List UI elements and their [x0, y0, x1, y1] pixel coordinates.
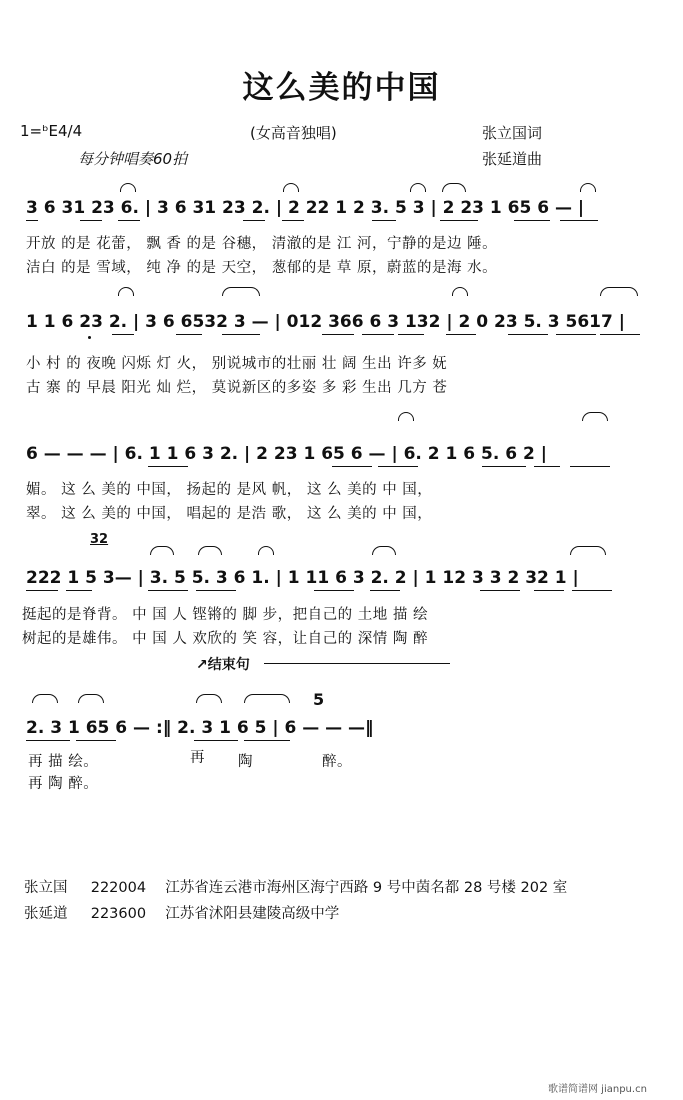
slur — [582, 412, 608, 421]
underline — [26, 740, 70, 741]
key-signature: 1=ᵇE4/4 — [20, 122, 83, 140]
slur — [570, 546, 606, 555]
notation-line: 2. 3 1 65 6 — :‖ 2. 3 1 6 5 | 6 — — —‖ — [26, 718, 374, 738]
contact-postcode: 222004 — [90, 880, 147, 896]
notation-line: 6 — — — | 6. 1 1 6 3 2. | 2 23 1 65 6 — | 6. 2 1 6 5. 6 2 | — [26, 444, 547, 464]
slur — [600, 287, 638, 296]
underline — [176, 334, 202, 335]
underline — [362, 334, 394, 335]
underline — [244, 740, 290, 741]
underline — [196, 590, 236, 591]
lyrics-verse-1-repeat: 再 — [190, 750, 205, 766]
song-title: 这么美的中国 — [242, 70, 441, 106]
underline — [372, 220, 396, 221]
underline — [572, 590, 612, 591]
slur — [198, 546, 222, 555]
slur — [78, 694, 104, 703]
slur — [442, 183, 466, 192]
slur — [150, 546, 174, 555]
underline — [282, 220, 304, 221]
lyrics-verse-1-repeat: 陶 — [238, 754, 253, 770]
underline — [148, 590, 188, 591]
contact-address: 江苏省连云港市海州区海宁西路 9 号中茵名都 28 号楼 202 室 — [165, 880, 568, 896]
underline — [534, 466, 560, 467]
underline — [534, 590, 564, 591]
ending-line — [264, 663, 450, 664]
low-octave-dot — [88, 336, 91, 339]
underline — [76, 740, 116, 741]
slur — [372, 546, 396, 555]
contact-row — [24, 902, 339, 923]
contact-postcode: 223600 — [90, 906, 147, 922]
notation-line: 3 6 31 23 6. | 3 6 31 23 2. | 2 22 1 2 3. 5 3 | 2 23 1 65 6 — | — [26, 198, 585, 218]
slur — [410, 183, 426, 192]
lyrics-verse-1: 媚。 这 么 美的 中国， 扬起的 是风 帆， 这 么 美的 中 国， — [26, 482, 433, 498]
slur — [222, 287, 260, 296]
underline — [560, 220, 598, 221]
slur — [452, 287, 468, 296]
lyrics-verse-1: 开放 的是 花蕾， 飘 香 的是 谷穗， 清澈的是 江 河，宁静的是边 陲。 — [26, 236, 498, 252]
slur — [120, 183, 136, 192]
underline — [600, 334, 640, 335]
underline — [118, 220, 140, 221]
slur — [283, 183, 299, 192]
underline — [482, 466, 526, 467]
underline — [378, 466, 418, 467]
notation-line: 1 1 6 23 2. | 3 6 6532 3 — | 012 366 6 3 132 | 2 0 23 5. 3 5617 | — [26, 312, 625, 332]
contact-address: 江苏省沭阳县建陵高级中学 — [165, 906, 340, 922]
underline — [194, 740, 238, 741]
underline — [508, 334, 548, 335]
underline — [514, 220, 550, 221]
lyrics-verse-2: 古 寨 的 早晨 阳光 灿 烂， 莫说新区的多姿 多 彩 生出 几方 苍 — [26, 380, 448, 396]
slur — [580, 183, 596, 192]
grace-note: 5 — [313, 690, 325, 709]
underline — [398, 334, 424, 335]
lyrics-verse-1-repeat: 醉。 — [322, 754, 352, 770]
underline — [112, 334, 134, 335]
tempo-marking: 每分钟唱奏60拍 — [78, 150, 188, 168]
lyricist: 张立国词 — [482, 124, 543, 142]
lyrics-verse-1: 挺起的是脊背。 中 国 人 铿锵的 脚 步，把自己的 土地 描 绘 — [22, 607, 428, 623]
underline — [322, 334, 354, 335]
underline — [80, 220, 102, 221]
underline — [440, 220, 478, 221]
slur — [244, 694, 290, 703]
ending-label: ↗结束句 — [196, 657, 250, 673]
underline — [26, 220, 38, 221]
lyrics-verse-2: 树起的是雄伟。 中 国 人 欢欣的 笑 容，让自己的 深情 陶 醉 — [22, 631, 428, 647]
underline — [66, 590, 92, 591]
grace-note: 32 — [90, 532, 109, 547]
notation-line: 222 1 5 3— | 3. 5 5. 3 6 1. | 1 11 6 3 2. 2 | 1 12 3 3 2 32 1 | — [26, 568, 579, 588]
underline — [556, 334, 596, 335]
underline — [370, 590, 400, 591]
ending-arrow-icon: ↗ — [196, 657, 208, 673]
underline — [446, 334, 476, 335]
slur — [196, 694, 222, 703]
underline — [480, 590, 520, 591]
lyrics-verse-2: 翠。 这 么 美的 中国， 唱起的 是浩 歌， 这 么 美的 中 国， — [26, 506, 433, 522]
lyrics-verse-1: 再 描 绘。 — [28, 754, 99, 770]
slur — [32, 694, 58, 703]
composer: 张延道曲 — [482, 150, 543, 168]
lyrics-verse-2: 再 陶 醉。 — [28, 776, 99, 792]
underline — [332, 466, 372, 467]
watermark: 歌谱简谱网 jianpu.cn — [548, 1084, 647, 1095]
contact-name: 张立国 — [24, 880, 68, 896]
underline — [222, 334, 260, 335]
lyrics-verse-2: 洁白 的是 雪域， 纯 净 的是 天空， 葱郁的是 草 原，蔚蓝的是海 水。 — [26, 260, 498, 276]
underline — [148, 466, 188, 467]
contact-row — [24, 876, 567, 897]
slur — [258, 546, 274, 555]
underline — [570, 466, 610, 467]
voice-type: (女高音独唱) — [250, 124, 337, 142]
lyrics-verse-1: 小 村 的 夜晚 闪烁 灯 火， 别说城市的壮丽 壮 阔 生出 许多 妩 — [26, 356, 448, 372]
underline — [243, 220, 265, 221]
underline — [26, 590, 58, 591]
slur — [398, 412, 414, 421]
contact-name: 张延道 — [24, 906, 68, 922]
underline — [314, 590, 354, 591]
slur — [118, 287, 134, 296]
